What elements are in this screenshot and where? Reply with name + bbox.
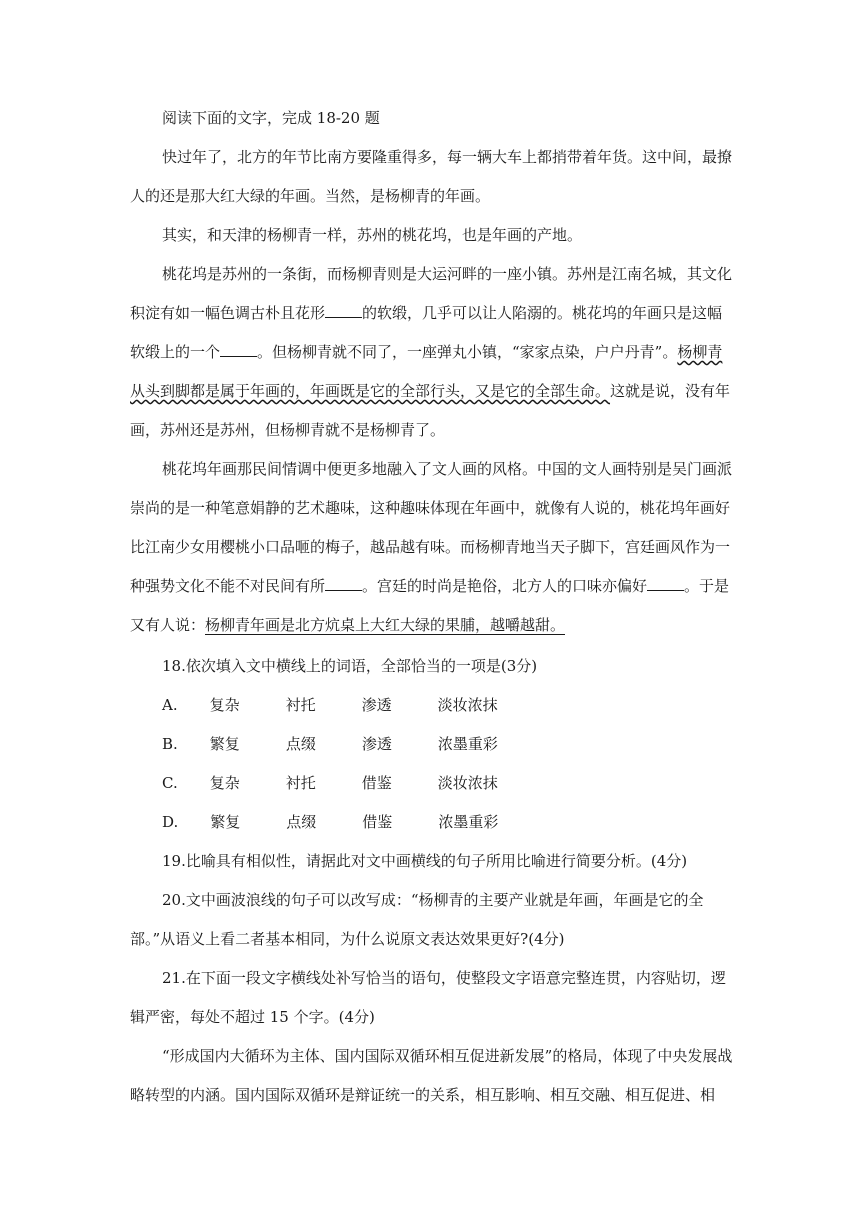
option-word: 淡妆浓抹: [437, 696, 498, 714]
question-18-option-a: [130, 686, 735, 725]
option-word: 衬托: [285, 696, 316, 714]
paragraph-4-text-1: 桃花坞年画那民间情调中便更多地融入了文人画的风格。中国的文人画特别是吴门画派崇尚的是一种笔意娟静的艺术趣味，这种趣味体现在年画中，就像有人说的，桃花坞年画好比江南少女用樱桃小口品咂的梅子，越品越有味。而杨柳青地当天子脚下，宫廷画风作为一种强势文化不能不对民间有所: [130, 460, 733, 595]
option-label: D.: [162, 813, 179, 831]
underlined-sentence: 杨柳青年画是北方炕桌上大红大绿的果脯，越嚼越甜。: [205, 616, 566, 634]
question-21: 21.在下面一段文字横线处补写恰当的语句，使整段文字语意完整连贯，内容贴切，逻辑严密，每处不超过 15 个字。(4分): [130, 969, 726, 1026]
option-word: 浓墨重彩: [437, 735, 498, 753]
fill-blank-4: [647, 576, 684, 591]
option-word: 点缀: [286, 813, 317, 831]
reading-section: [130, 99, 735, 645]
option-word: 复杂: [209, 696, 240, 714]
option-word: 复杂: [209, 774, 240, 792]
option-label: C.: [162, 774, 178, 792]
option-word: 繁复: [210, 813, 241, 831]
option-word: 繁复: [209, 735, 240, 753]
paragraph-1: 快过年了，北方的年节比南方要隆重得多，每一辆大车上都捎带着年货。这中间，最撩人的还是那大红大绿的年画。当然，是杨柳青的年画。: [130, 148, 733, 205]
option-word: 渗透: [361, 735, 392, 753]
section-heading: 阅读下面的文字，完成 18-20 题: [162, 109, 380, 127]
question-18-option-b: [130, 725, 735, 764]
question-18-stem: 18.依次填入文中横线上的词语，全部恰当的一项是(3分): [162, 657, 538, 675]
question-20: 20.文中画波浪线的句子可以改写成：“杨柳青的主要产业就是年画，年画是它的全部。”从语义上看二者基本相同，为什么说原文表达效果更好?(4分): [130, 891, 704, 948]
questions-section: [130, 647, 735, 1115]
fill-blank-3: [325, 576, 362, 591]
paragraph-4-text-2: 。宫廷的时尚是艳俗，北方人的口味亦偏好: [362, 577, 648, 595]
option-word: 渗透: [361, 696, 392, 714]
option-word: 点缀: [285, 735, 316, 753]
paragraph-3-text-4: 这就是说，没有年画，苏州还是苏州，但杨柳青就不是杨柳青了。: [130, 382, 731, 439]
paragraph-2: 其实，和天津的杨柳青一样，苏州的桃花坞，也是年画的产地。: [162, 226, 583, 244]
option-word: 淡妆浓抹: [437, 774, 498, 792]
wavy-underlined-sentence: 杨柳青从头到脚都是属于年画的，年画既是它的全部行头，又是它的全部生命。: [130, 343, 723, 400]
fill-blank-1: [325, 303, 362, 318]
paragraph-4-text-3: 。于是又有人说：: [130, 577, 730, 634]
paragraph-3-text-2: 的软缎，几乎可以让人陷溺的。桃花坞的年画只是这幅软缎上的一个: [130, 304, 723, 361]
question-19: 19.比喻具有相似性，请据此对文中画横线的句子所用比喻进行简要分析。(4分): [162, 852, 688, 870]
paragraph-3-text-1: 桃花坞是苏州的一条街，而杨柳青则是大运河畔的一座小镇。苏州是江南名城，其文化积淀有如一幅色调古朴且花形: [130, 265, 733, 322]
question-18-option-d: [130, 803, 735, 842]
paragraph-3-text-3: 。但杨柳青就不同了，一座弹丸小镇，“家家点染，户户丹青”。: [257, 343, 678, 361]
option-word: 借鉴: [362, 813, 393, 831]
option-word: 借鉴: [361, 774, 392, 792]
option-word: 浓墨重彩: [438, 813, 499, 831]
paragraph-5: “形成国内大循环为主体、国内国际双循环相互促进新发展”的格局，体现了中央发展战略转型的内涵。国内国际双循环是辩证统一的关系，相互影响、相互交融、相互促进、相: [130, 1047, 733, 1104]
paragraph-3: [130, 255, 735, 450]
option-label: A.: [162, 696, 178, 714]
fill-blank-2: [220, 342, 257, 357]
paragraph-4: [130, 450, 735, 645]
question-18-option-c: [130, 764, 735, 803]
option-word: 衬托: [285, 774, 316, 792]
option-label: B.: [162, 735, 178, 753]
